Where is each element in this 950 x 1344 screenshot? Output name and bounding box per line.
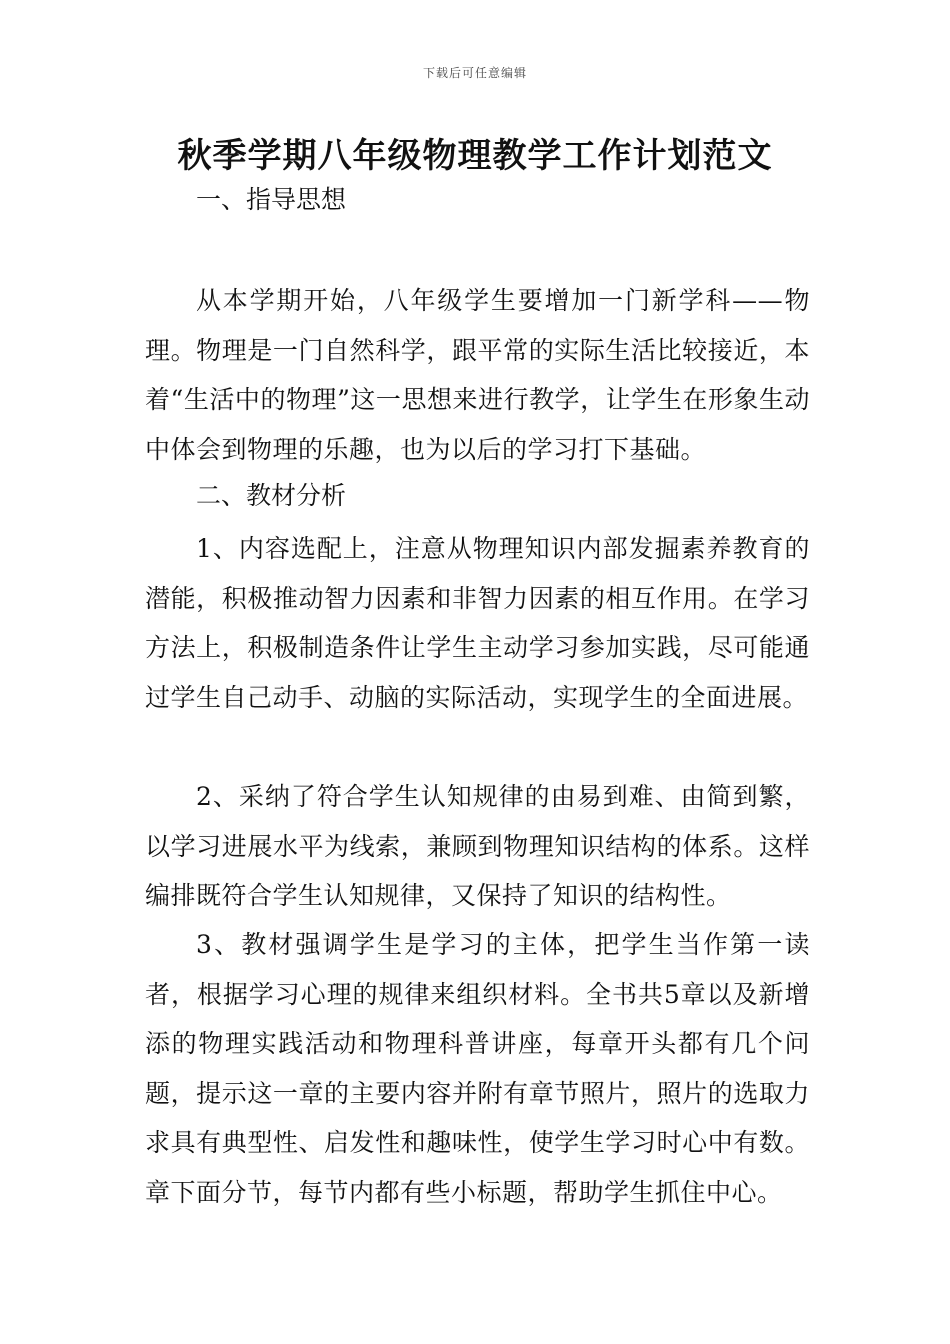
paragraph-analysis-2: 2、采纳了符合学生认知规律的由易到难、由简到繁，以学习进展水平为线索，兼顾到物理知识结构的体系。这样编排既符合学生认知规律，又保持了知识的结构性。 xyxy=(145,782,810,910)
paragraph-analysis-1: 1、内容选配上，注意从物理知识内部发掘素养教育的潜能，积极推动智力因素和非智力因素的相互作用。在学习方法上，积极制造条件让学生主动学习参加实践，尽可能通过学生自己动手、动脑的实际活动，实现学生的全面进展。 xyxy=(145,534,810,712)
paragraph-guiding-thought: 从本学期开始，八年级学生要增加一门新学科——物理。物理是一门自然科学，跟平常的实际生活比较接近，本着“生活中的物理”这一思想来进行教学，让学生在形象生动中体会到物理的乐趣，也为以后的学习打下基础。 xyxy=(145,286,810,464)
paragraph-analysis-3: 3、教材强调学生是学习的主体，把学生当作第一读者，根据学习心理的规律来组织材料。全书共5章以及新增添的物理实践活动和物理科普讲座，每章开头都有几个问题，提示这一章的主要内容并附有章节照片，照片的选取力求具有典型性、启发性和趣味性，使学生学习时心中有数。章下面分节，每节内都有些小标题，帮助学生抓住中心。 xyxy=(145,930,810,1207)
section-heading-textbook-analysis: 二、教材分析 xyxy=(196,481,347,510)
document-title: 秋季学期八年级物理教学工作计划范文 xyxy=(177,136,773,176)
page-header-note: 下载后可任意编辑 xyxy=(422,66,527,80)
section-heading-guiding-thought: 一、指导思想 xyxy=(196,185,347,214)
